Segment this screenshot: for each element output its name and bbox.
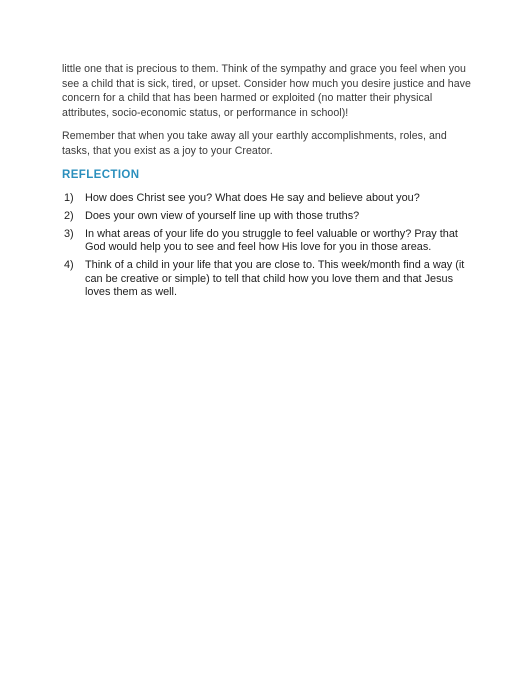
- reflection-item: [62, 192, 474, 205]
- reflection-list: [62, 192, 474, 299]
- reflection-item: [62, 210, 474, 223]
- reflection-item-text: How does Christ see you? What does He say and believe about you?: [85, 191, 420, 204]
- reflection-item-text: Think of a child in your life that you are close to. This week/month find a way (it can be creative or simple) to tell that child how you love them and that Jesus loves them as well.: [85, 259, 465, 298]
- reflection-item-number: 2): [64, 209, 74, 222]
- reflection-item: [62, 259, 474, 299]
- reflection-item-number: 1): [64, 191, 74, 204]
- body-paragraph-creator: Remember that when you take away all your earthly accomplishments, roles, and tasks, that you exist as a joy to your Creator.: [62, 130, 447, 157]
- reflection-item: [62, 228, 474, 254]
- reflection-heading: REFLECTION: [62, 168, 140, 181]
- page-content: [62, 62, 474, 304]
- reflection-item-number: 3): [64, 227, 74, 240]
- body-paragraph-continuation: little one that is precious to them. Think of the sympathy and grace you feel when you see a child that is sick, tired, or upset. Consider how much you desire justice and have concern for a child that has been harmed or exploited (no matter their physical attributes, socio-economic status, or performance in school)!: [62, 63, 471, 119]
- reflection-item-text: In what areas of your life do you struggle to feel valuable or worthy? Pray that God would help you to see and feel how His love for you in those areas.: [85, 227, 458, 254]
- reflection-item-text: Does your own view of yourself line up with those truths?: [85, 209, 360, 222]
- reflection-item-number: 4): [64, 259, 74, 272]
